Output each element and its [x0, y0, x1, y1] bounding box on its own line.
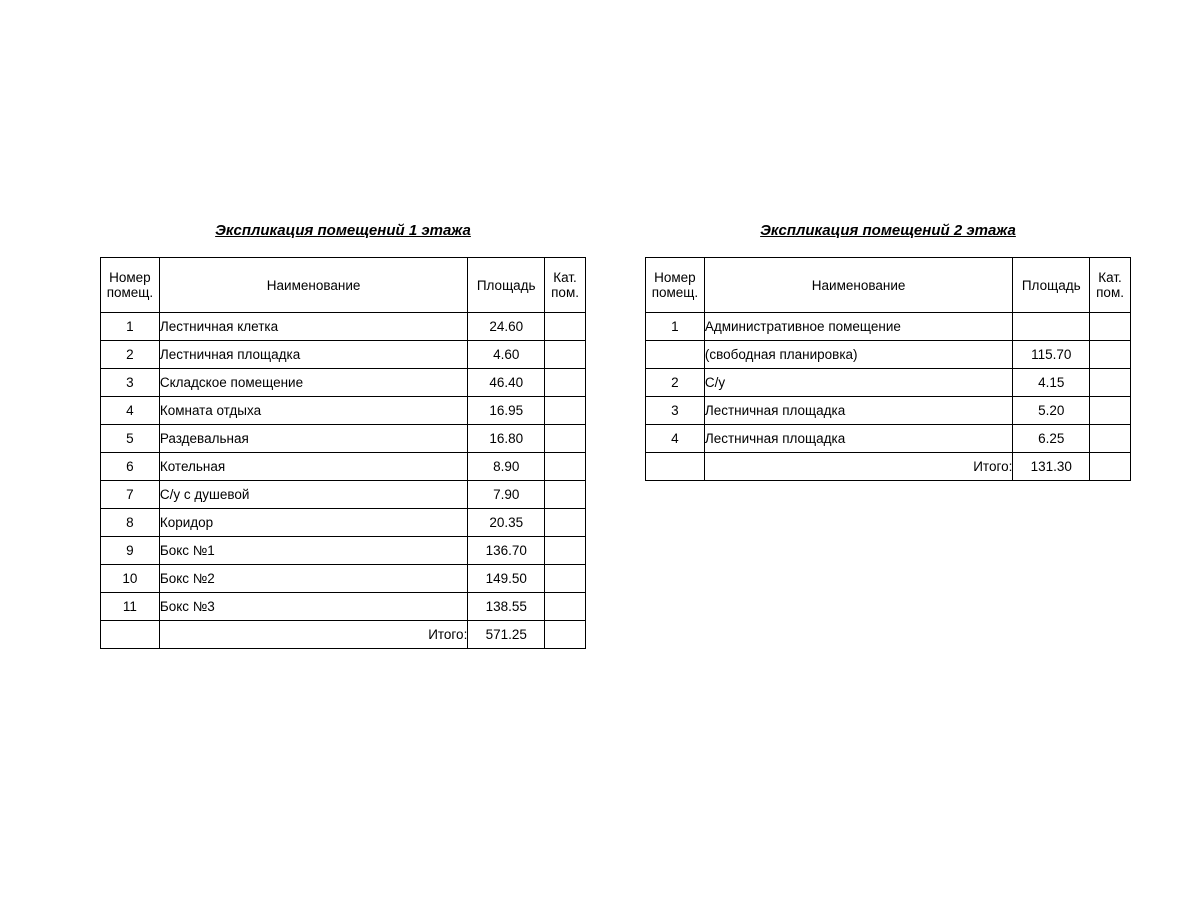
- cell-category: [1090, 313, 1131, 341]
- cell-number: 1: [646, 313, 705, 341]
- cell-category: [545, 341, 586, 369]
- table-row: [101, 565, 586, 593]
- cell-category: [1090, 425, 1131, 453]
- cell-area: 149.50: [468, 565, 545, 593]
- cell-number: 4: [101, 397, 160, 425]
- total-empty-cell: [646, 453, 705, 481]
- cell-category: [545, 425, 586, 453]
- cell-category: [545, 369, 586, 397]
- cell-area: 24.60: [468, 313, 545, 341]
- cell-name: Лестничная площадка: [704, 425, 1013, 453]
- cell-name: Бокс №1: [159, 537, 467, 565]
- header-category-line-2: пом.: [551, 285, 579, 300]
- cell-area: 136.70: [468, 537, 545, 565]
- cell-name: Комната отдыха: [159, 397, 467, 425]
- cell-area: 7.90: [468, 481, 545, 509]
- cell-area: 8.90: [468, 453, 545, 481]
- cell-category: [545, 313, 586, 341]
- total-area: 131.30: [1013, 453, 1090, 481]
- table-header-row: [646, 258, 1131, 313]
- total-label: Итого:: [704, 453, 1013, 481]
- header-cell-area: Площадь: [1013, 258, 1090, 313]
- table-row: [646, 397, 1131, 425]
- cell-name: С/у с душевой: [159, 481, 467, 509]
- header-category-line-1: Кат.: [1098, 270, 1122, 285]
- cell-area: [1013, 313, 1090, 341]
- header-cell-name: Наименование: [159, 258, 467, 313]
- cell-number: [646, 341, 705, 369]
- cell-category: [545, 397, 586, 425]
- cell-number: 4: [646, 425, 705, 453]
- cell-category: [545, 537, 586, 565]
- table-row: [101, 341, 586, 369]
- cell-number: 1: [101, 313, 160, 341]
- table-row: [101, 453, 586, 481]
- cell-name: Административное помещение: [704, 313, 1013, 341]
- table-row: [101, 537, 586, 565]
- table-row: [101, 425, 586, 453]
- explication-block-floor-2: [645, 222, 1131, 481]
- cell-area: 5.20: [1013, 397, 1090, 425]
- total-empty-cell: [101, 621, 160, 649]
- cell-name: Котельная: [159, 453, 467, 481]
- total-category: [545, 621, 586, 649]
- cell-category: [545, 481, 586, 509]
- table-row: [101, 593, 586, 621]
- cell-area: 6.25: [1013, 425, 1090, 453]
- header-category-line-2: пом.: [1096, 285, 1124, 300]
- cell-area: 4.15: [1013, 369, 1090, 397]
- total-category: [1090, 453, 1131, 481]
- cell-area: 4.60: [468, 341, 545, 369]
- header-number-line-1: Номер: [654, 270, 696, 285]
- cell-number: 9: [101, 537, 160, 565]
- cell-number: 11: [101, 593, 160, 621]
- header-cell-number: [646, 258, 705, 313]
- header-number-line-2: помещ.: [106, 285, 154, 300]
- cell-area: 16.80: [468, 425, 545, 453]
- block-title-floor-1: Экспликация помещений 1 этажа: [215, 222, 471, 239]
- table-row: [101, 369, 586, 397]
- header-number-line-2: помещ.: [651, 285, 699, 300]
- block-title-floor-2: Экспликация помещений 2 этажа: [760, 222, 1016, 239]
- total-area: 571.25: [468, 621, 545, 649]
- table-row: [101, 313, 586, 341]
- cell-category: [545, 509, 586, 537]
- cell-name: (свободная планировка): [704, 341, 1013, 369]
- table-row: [101, 397, 586, 425]
- table-row: [101, 481, 586, 509]
- cell-number: 10: [101, 565, 160, 593]
- table-row: [646, 313, 1131, 341]
- table-header-row: [101, 258, 586, 313]
- header-cell-name: Наименование: [704, 258, 1013, 313]
- explication-block-floor-1: [100, 222, 586, 649]
- table-row: [646, 341, 1131, 369]
- cell-category: [545, 593, 586, 621]
- cell-number: 3: [101, 369, 160, 397]
- cell-category: [545, 453, 586, 481]
- header-category-line-1: Кат.: [553, 270, 577, 285]
- cell-category: [1090, 369, 1131, 397]
- table-total-row: [646, 453, 1131, 481]
- cell-area: 46.40: [468, 369, 545, 397]
- cell-area: 16.95: [468, 397, 545, 425]
- total-label: Итого:: [159, 621, 467, 649]
- cell-area: 20.35: [468, 509, 545, 537]
- cell-number: 3: [646, 397, 705, 425]
- table-row: [646, 425, 1131, 453]
- header-cell-number: [101, 258, 160, 313]
- header-cell-area: Площадь: [468, 258, 545, 313]
- cell-category: [545, 565, 586, 593]
- cell-name: Раздевальная: [159, 425, 467, 453]
- cell-number: 6: [101, 453, 160, 481]
- cell-category: [1090, 341, 1131, 369]
- cell-name: Коридор: [159, 509, 467, 537]
- header-cell-category: [1090, 258, 1131, 313]
- cell-name: Бокс №2: [159, 565, 467, 593]
- cell-number: 2: [646, 369, 705, 397]
- explication-table-floor-1: [100, 257, 586, 649]
- header-number-line-1: Номер: [109, 270, 151, 285]
- table-row: [646, 369, 1131, 397]
- cell-name: Складское помещение: [159, 369, 467, 397]
- cell-number: 7: [101, 481, 160, 509]
- cell-area: 138.55: [468, 593, 545, 621]
- cell-number: 2: [101, 341, 160, 369]
- cell-name: Лестничная площадка: [159, 341, 467, 369]
- cell-name: Бокс №3: [159, 593, 467, 621]
- header-cell-category: [545, 258, 586, 313]
- cell-name: Лестничная клетка: [159, 313, 467, 341]
- table-row: [101, 509, 586, 537]
- cell-number: 8: [101, 509, 160, 537]
- cell-category: [1090, 397, 1131, 425]
- cell-name: С/у: [704, 369, 1013, 397]
- explication-table-floor-2: [645, 257, 1131, 481]
- cell-number: 5: [101, 425, 160, 453]
- table-total-row: [101, 621, 586, 649]
- cell-name: Лестничная площадка: [704, 397, 1013, 425]
- cell-area: 115.70: [1013, 341, 1090, 369]
